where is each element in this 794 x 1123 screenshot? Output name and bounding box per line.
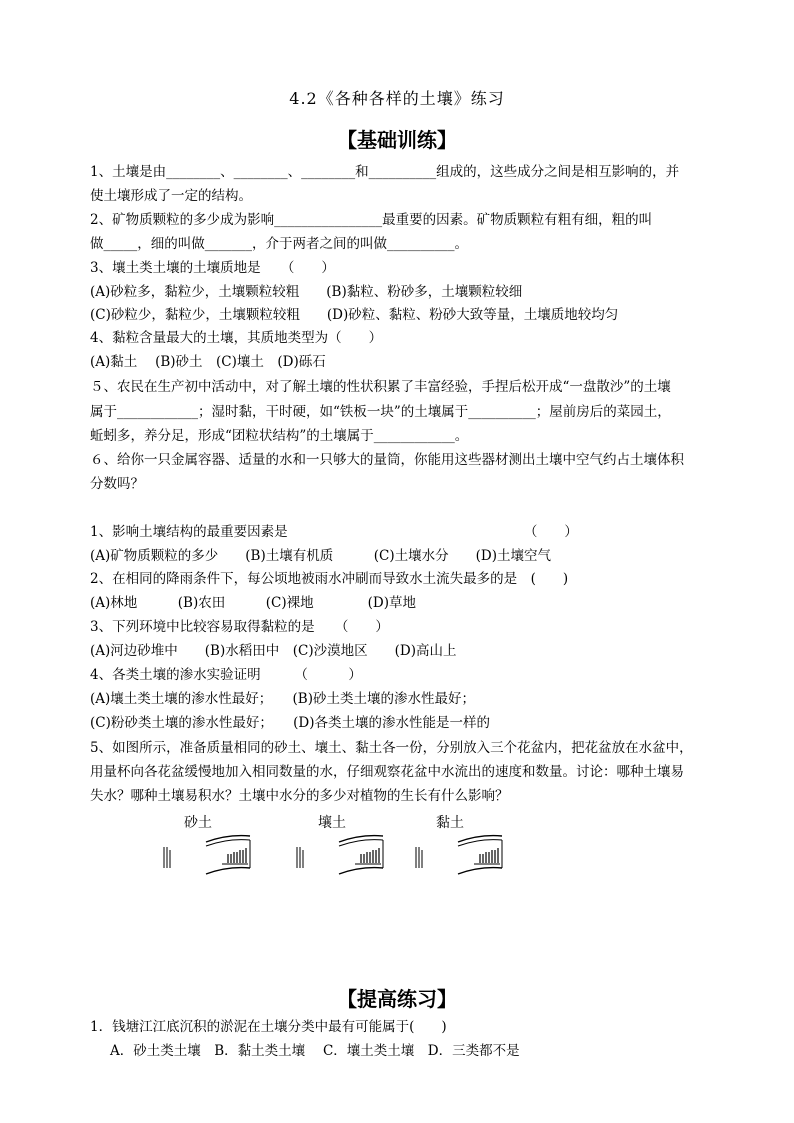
option-line: (A)壤土类土壤的渗水性最好； (B)砂土类土壤的渗水性最好； — [90, 691, 475, 707]
pot-clay-setup — [416, 836, 502, 874]
question-line: 4、各类土壤的渗水实验证明 （ ） — [90, 667, 362, 683]
option-line: A．砂土类土壤 B．黏土类土壤 C．壤土类土壤 D．三类都不是 — [110, 1043, 520, 1059]
diagram-label-loam: 壤土 — [318, 815, 346, 831]
question-line: 做_____，细的叫做_______，介于两者之间的叫做__________。 — [90, 236, 468, 252]
question-line: 4、黏粒含量最大的土壤，其质地类型为（ ） — [90, 330, 383, 346]
question-line: 2、在相同的降雨条件下，每公顷地被雨水冲刷而导致水土流失最多的是 ( ) — [90, 571, 569, 587]
option-line: (A)林地 (B)农田 (C)裸地 (D)草地 — [90, 595, 416, 611]
page-title: 4.2《各种各样的土壤》练习 — [289, 89, 505, 108]
question-line: ６、给你一只金属容器、适量的水和一只够大的量筒，你能用这些器材测出土壤中空气约占土壤体积 — [90, 452, 684, 468]
option-line: (C)粉砂类土壤的渗水性最好； (D)各类土壤的渗水性能是一样的 — [90, 715, 490, 731]
question-line: 蚯蚓多，养分足，形成“团粒状结构”的土壤属于____________。 — [90, 428, 469, 444]
soil-experiment-figure — [150, 830, 530, 885]
option-line: (C)砂粒少，黏粒少，土壤颗粒较粗 (D)砂粒、黏粒、粉砂大致等量，土壤质地较均匀 — [90, 307, 619, 323]
section-heading-basic: 【基础训练】 — [337, 128, 457, 152]
pot-sand-setup — [164, 836, 250, 874]
option-line: (A)黏土 (B)砂土 (C)壤土 (D)砾石 — [90, 354, 326, 370]
option-line: (A)砂粒多，黏粒少，土壤颗粒较粗 (B)黏粒、粉砂多，土壤颗粒较细 — [90, 284, 523, 300]
option-line: (A)矿物质颗粒的多少 (B)土壤有机质 (C)土壤水分 (D)土壤空气 — [90, 548, 551, 564]
section-heading-advanced: 【提高练习】 — [337, 987, 457, 1011]
question-line: 3、壤土类土壤的土壤质地是 （ ） — [90, 260, 335, 276]
question-line: 3、下列环境中比较容易取得黏粒的是 （ ） — [90, 619, 389, 635]
question-line: 5、如图所示，准备质量相同的砂土、壤土、黏土各一份，分别放入三个花盆内，把花盆放在水盆中， — [90, 740, 693, 756]
question-line: 使土壤形成了一定的结构。 — [90, 188, 252, 204]
question-line: 属于____________；湿时黏，干时硬，如“铁板一块”的土壤属于__________；屋前房后的菜园土， — [90, 404, 671, 420]
question-line: 1．钱塘江江底沉积的淤泥在土壤分类中最有可能属于( ) — [90, 1019, 447, 1035]
question-line: ５、农民在生产初中活动中，对了解土壤的性状积累了丰富经验，手捏后松开成“一盘散沙”的土壤 — [90, 379, 671, 395]
question-line: 1、影响土壤结构的最重要因素是 （ ） — [90, 524, 578, 540]
pot-loam-setup — [297, 836, 383, 874]
question-line: 用量杯向各花盆缓慢地加入相同数量的水，仔细观察花盆中水流出的速度和数量。讨论：哪种土壤易 — [90, 764, 684, 780]
question-line: 2、矿物质颗粒的多少成为影响________________最重要的因素。矿物质颗粒有粗有细，粗的叫 — [90, 212, 653, 228]
question-line: 失水？哪种土壤易积水？土壤中水分的多少对植物的生长有什么影响？ — [90, 788, 509, 804]
question-line: 1、土壤是由________、________、________和__________组成的，这些成分之间是相互影响的，并 — [90, 164, 680, 180]
diagram-label-clay: 黏土 — [436, 815, 464, 831]
question-line: 分数吗？ — [90, 476, 144, 492]
option-line: (A)河边砂堆中 (B)水稻田中 (C)沙漠地区 (D)高山上 — [90, 643, 457, 659]
diagram-label-sand: 砂土 — [184, 815, 212, 831]
